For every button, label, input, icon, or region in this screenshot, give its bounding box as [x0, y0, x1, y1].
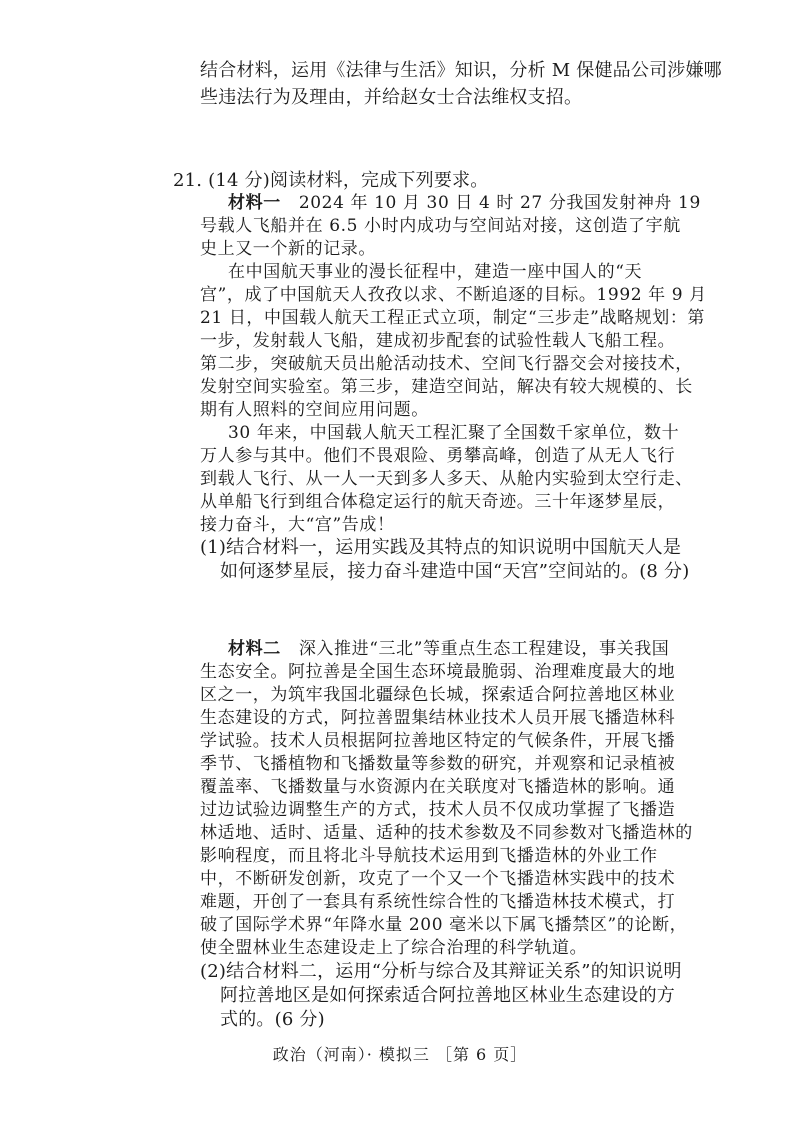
material1-line-9: 发射空间实验室。第三步，建造空间站，解决有较大规模的、长 [200, 377, 693, 397]
material1-line-5: 宫”，成了中国航天人孜孜以求、不断追逐的目标。1992 年 9 月 [200, 285, 707, 305]
material2-line-4: 生态建设的方式，阿拉善盟集结林业技术人员开展飞播造林科 [200, 708, 676, 728]
material2-label: 材料二 [228, 639, 281, 659]
material2-line-11: 中，不断研发创新，攻克了一个又一个飞播造林实践中的技术 [200, 869, 676, 889]
material2-line-2: 生态安全。阿拉善是全国生态环境最脆弱、治理难度最大的地 [200, 662, 676, 682]
material2-line-6: 季节、飞播植物和飞播数量等参数的研究，并观察和记录植被 [200, 754, 676, 774]
material1-line-3: 史上又一个新的记录。 [200, 239, 376, 259]
material2-line-14: 使全盟林业生态建设走上了综合治理的科学轨道。 [200, 938, 588, 958]
subquestion2-line-2: 阿拉善地区是如何探索适合阿拉善地区林业生态建设的方 [220, 985, 675, 1006]
material2-line-5: 学试验。技术人员根据阿拉善地区特定的气候条件，开展飞播 [200, 731, 676, 751]
material1-line-1 [228, 192, 701, 214]
material2-line-8: 过边试验边调整生产的方式，技术人员不仅成功掌握了飞播造 [200, 800, 676, 820]
material2-line-10: 影响程度，而且将北斗导航技术运用到飞播造林的外业工作 [200, 846, 658, 866]
material1-line-10: 期有人照料的空间应用问题。 [200, 400, 429, 420]
prev-question-line-1: 结合材料，运用《法律与生活》知识，分析 M 保健品公司涉嫌哪 [200, 60, 722, 81]
subquestion2-line-1: (2)结合材料二，运用“分析与综合及其辩证关系”的知识说明 [200, 961, 682, 982]
material1-line-6: 21 日，中国载人航天工程正式立项，制定“三步走”战略规划：第 [200, 308, 706, 328]
material2-line-9: 林适地、适时、适量、适种的技术参数及不同参数对飞播造林的 [200, 823, 693, 843]
material1-line-2: 号载人飞船并在 6.5 小时内成功与空间站对接，这创造了宇航 [200, 216, 681, 236]
material2-line-1 [228, 638, 669, 660]
material2-line-12: 难题，开创了一套具有系统性综合性的飞播造林技术模式，打 [200, 892, 676, 912]
material2-text-1: 深入推进“三北”等重点生态工程建设，事关我国 [298, 639, 670, 659]
material1-line-11: 30 年来，中国载人航天工程汇聚了全国数千家单位，数十 [228, 423, 680, 443]
material2-line-13: 破了国际学术界“年降水量 200 毫米以下属飞播禁区”的论断， [200, 915, 688, 935]
material1-line-13: 到载人飞行、从一人一天到多人多天、从舱内实验到太空行走、 [200, 469, 693, 489]
material1-line-8: 第二步，突破航天员出舱活动技术、空间飞行器交会对接技术， [200, 354, 693, 374]
subquestion1-line-2: 如何逐梦星辰，接力奋斗建造中国“天宫”空间站的。(8 分) [220, 561, 690, 582]
material1-line-15: 接力奋斗，大“宫”告成！ [200, 515, 395, 535]
subquestion2-line-3: 式的。(6 分) [220, 1009, 325, 1030]
material1-text-1: 2024 年 10 月 30 日 4 时 27 分我国发射神舟 19 [298, 193, 701, 213]
material2-line-7: 覆盖率、飞播数量与水资源内在关联度对飞播造林的影响。通 [200, 777, 676, 797]
question-21-header: 21. (14 分)阅读材料，完成下列要求。 [173, 170, 489, 191]
material1-line-7: 一步，发射载人飞船，建成初步配套的试验性载人飞船工程。 [200, 331, 676, 351]
material1-line-14: 从单船飞行到组合体稳定运行的航天奇迹。三十年逐梦星辰， [200, 492, 676, 512]
material1-line-4: 在中国航天事业的漫长征程中，建造一座中国人的“天 [228, 262, 643, 282]
material2-line-3: 区之一，为筑牢我国北疆绿色长城，探索适合阿拉善地区林业 [200, 685, 676, 705]
page-footer: 政治（河南）· 模拟三 ［第 6 页］ [272, 1045, 528, 1064]
subquestion1-line-1: (1)结合材料一，运用实践及其特点的知识说明中国航天人是 [200, 537, 682, 558]
prev-question-line-2: 些违法行为及理由，并给赵女士合法维权支招。 [200, 87, 583, 108]
material1-label: 材料一 [228, 193, 281, 213]
material1-line-12: 万人参与其中。他们不畏艰险、勇攀高峰，创造了从无人飞行 [200, 446, 676, 466]
